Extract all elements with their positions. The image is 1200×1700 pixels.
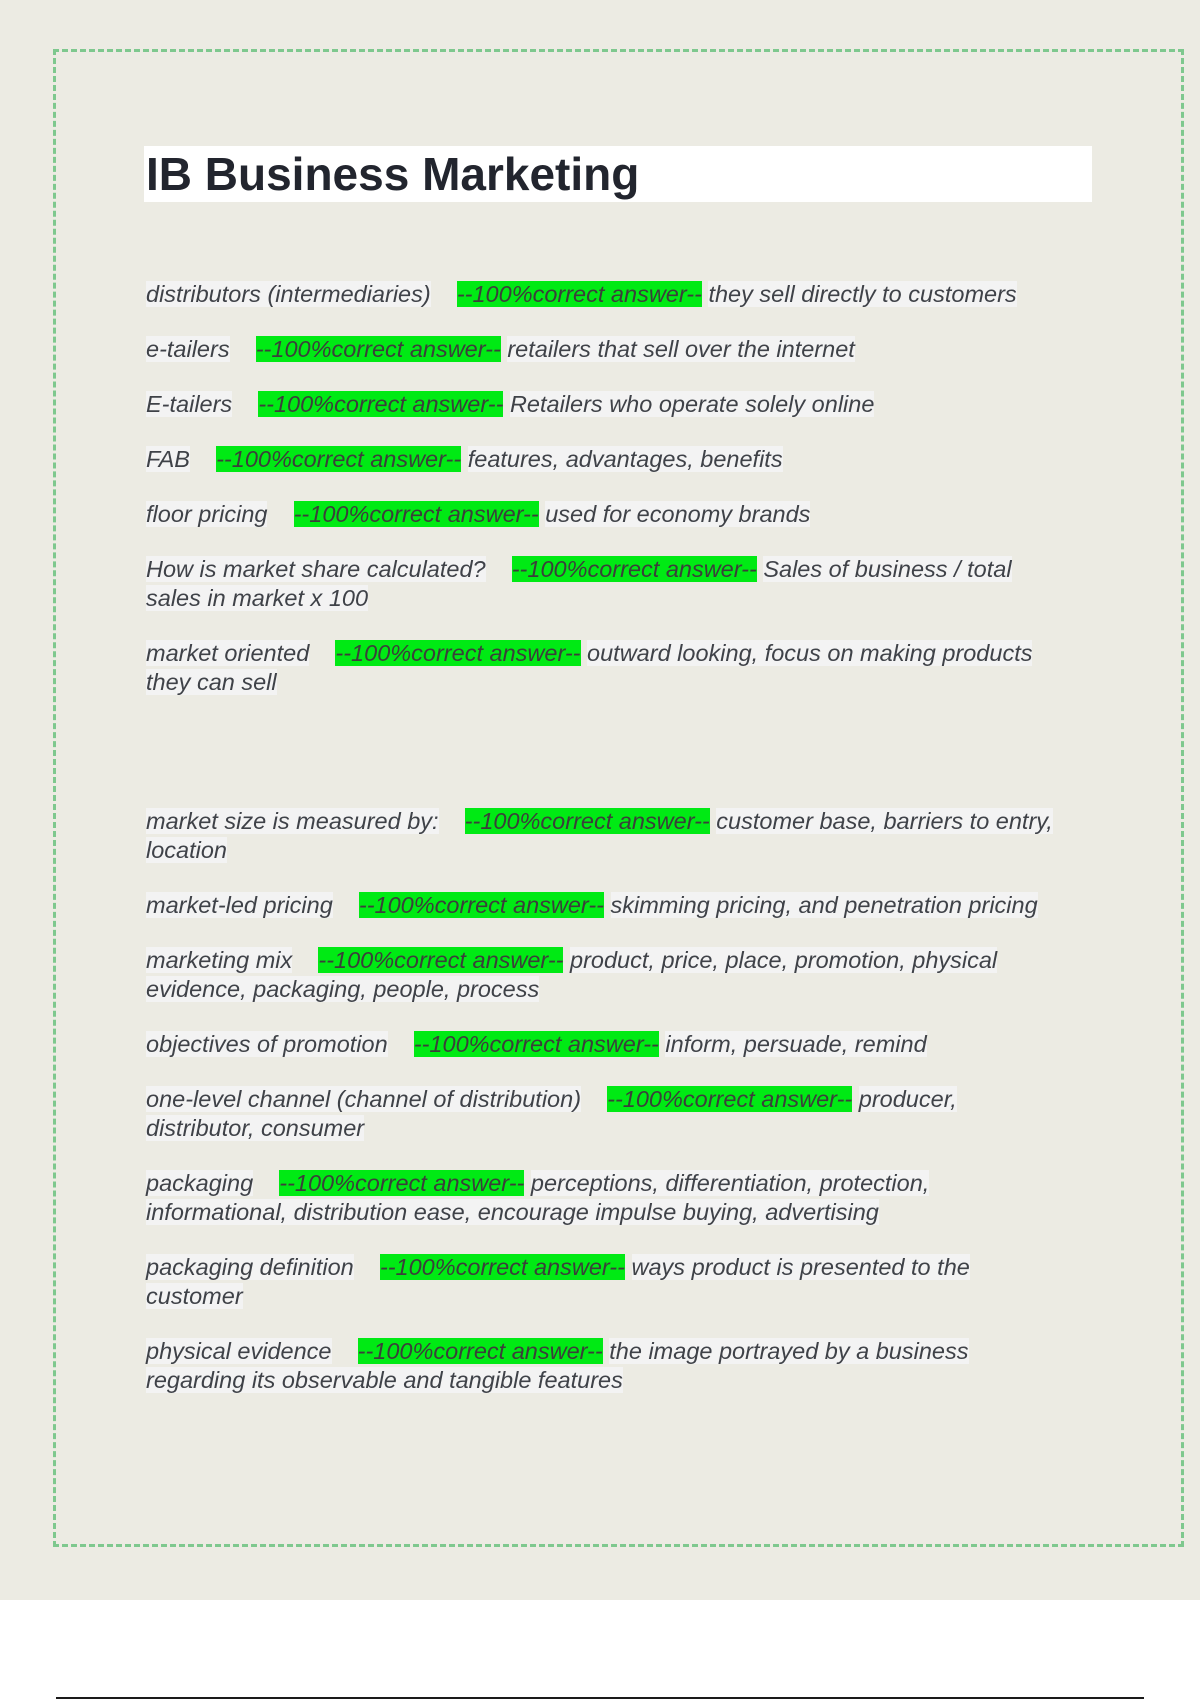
term: distributors (intermediaries): [146, 281, 431, 307]
list-item: [146, 891, 1086, 920]
definition: used for economy brands: [545, 501, 811, 527]
definition: they sell directly to customers: [708, 281, 1017, 307]
answer-tag: --100%correct answer--: [293, 501, 539, 527]
definition-continued: regarding its observable and tangible features: [146, 1367, 623, 1393]
list-item: [146, 1169, 1086, 1227]
term: packaging: [146, 1170, 254, 1196]
term: How is market share calculated?: [146, 556, 486, 582]
list-item: [146, 390, 1086, 419]
definition: retailers that sell over the internet: [507, 336, 855, 362]
term: e-tailers: [146, 336, 230, 362]
definition-continued: sales in market x 100: [146, 585, 369, 611]
definition: Sales of business / total: [763, 556, 1012, 582]
term: E-tailers: [146, 391, 233, 417]
term: physical evidence: [146, 1338, 332, 1364]
answer-tag: --100%correct answer--: [335, 640, 581, 666]
term: floor pricing: [146, 501, 268, 527]
term: market-led pricing: [146, 892, 333, 918]
list-item: [146, 335, 1086, 364]
term: packaging definition: [146, 1254, 354, 1280]
definition: features, advantages, benefits: [467, 446, 783, 472]
page-title: IB Business Marketing: [146, 148, 640, 200]
definition-continued: location: [146, 837, 227, 863]
answer-tag: --100%correct answer--: [511, 556, 757, 582]
flashcard-list: [146, 280, 1086, 1421]
definition: producer,: [858, 1086, 957, 1112]
definition: product, price, place, promotion, physical: [570, 947, 998, 973]
answer-tag: --100%correct answer--: [216, 446, 462, 472]
list-item: [146, 445, 1086, 474]
list-item: [146, 1085, 1086, 1143]
list-item: [146, 1030, 1086, 1059]
list-item: [146, 1253, 1086, 1311]
list-item: [146, 500, 1086, 529]
definition: the image portrayed by a business: [609, 1338, 969, 1364]
term: marketing mix: [146, 947, 293, 973]
answer-tag: --100%correct answer--: [255, 336, 501, 362]
term: market size is measured by:: [146, 808, 439, 834]
definition: Retailers who operate solely online: [509, 391, 875, 417]
answer-tag: --100%correct answer--: [607, 1086, 853, 1112]
list-item: [146, 639, 1086, 697]
answer-tag: --100%correct answer--: [279, 1170, 525, 1196]
definition: inform, persuade, remind: [665, 1031, 927, 1057]
definition: ways product is presented to the: [631, 1254, 970, 1280]
definition: customer base, barriers to entry,: [716, 808, 1053, 834]
definition-continued: informational, distribution ease, encourage impulse buying, advertising: [146, 1199, 879, 1225]
definition-continued: they can sell: [146, 669, 277, 695]
definition-continued: distributor, consumer: [146, 1115, 365, 1141]
answer-tag: --100%correct answer--: [258, 391, 504, 417]
answer-tag: --100%correct answer--: [413, 1031, 659, 1057]
answer-tag: --100%correct answer--: [357, 1338, 603, 1364]
term: objectives of promotion: [146, 1031, 388, 1057]
list-item: [146, 280, 1086, 309]
definition-continued: customer: [146, 1283, 243, 1309]
list-item: [146, 946, 1086, 1004]
answer-tag: --100%correct answer--: [464, 808, 710, 834]
definition: outward looking, focus on making products: [587, 640, 1033, 666]
definition-continued: evidence, packaging, people, process: [146, 976, 540, 1002]
list-item: [146, 1337, 1086, 1395]
list-item: [146, 807, 1086, 865]
definition: perceptions, differentiation, protection,: [530, 1170, 930, 1196]
answer-tag: --100%correct answer--: [379, 1254, 625, 1280]
page-divider: [56, 1697, 1144, 1699]
answer-tag: --100%correct answer--: [456, 281, 702, 307]
term: market oriented: [146, 640, 310, 666]
definition: skimming pricing, and penetration pricing: [610, 892, 1038, 918]
list-item: [146, 555, 1086, 613]
answer-tag: --100%correct answer--: [318, 947, 564, 973]
term: FAB: [146, 446, 190, 472]
term: one-level channel (channel of distribution): [146, 1086, 582, 1112]
answer-tag: --100%correct answer--: [358, 892, 604, 918]
